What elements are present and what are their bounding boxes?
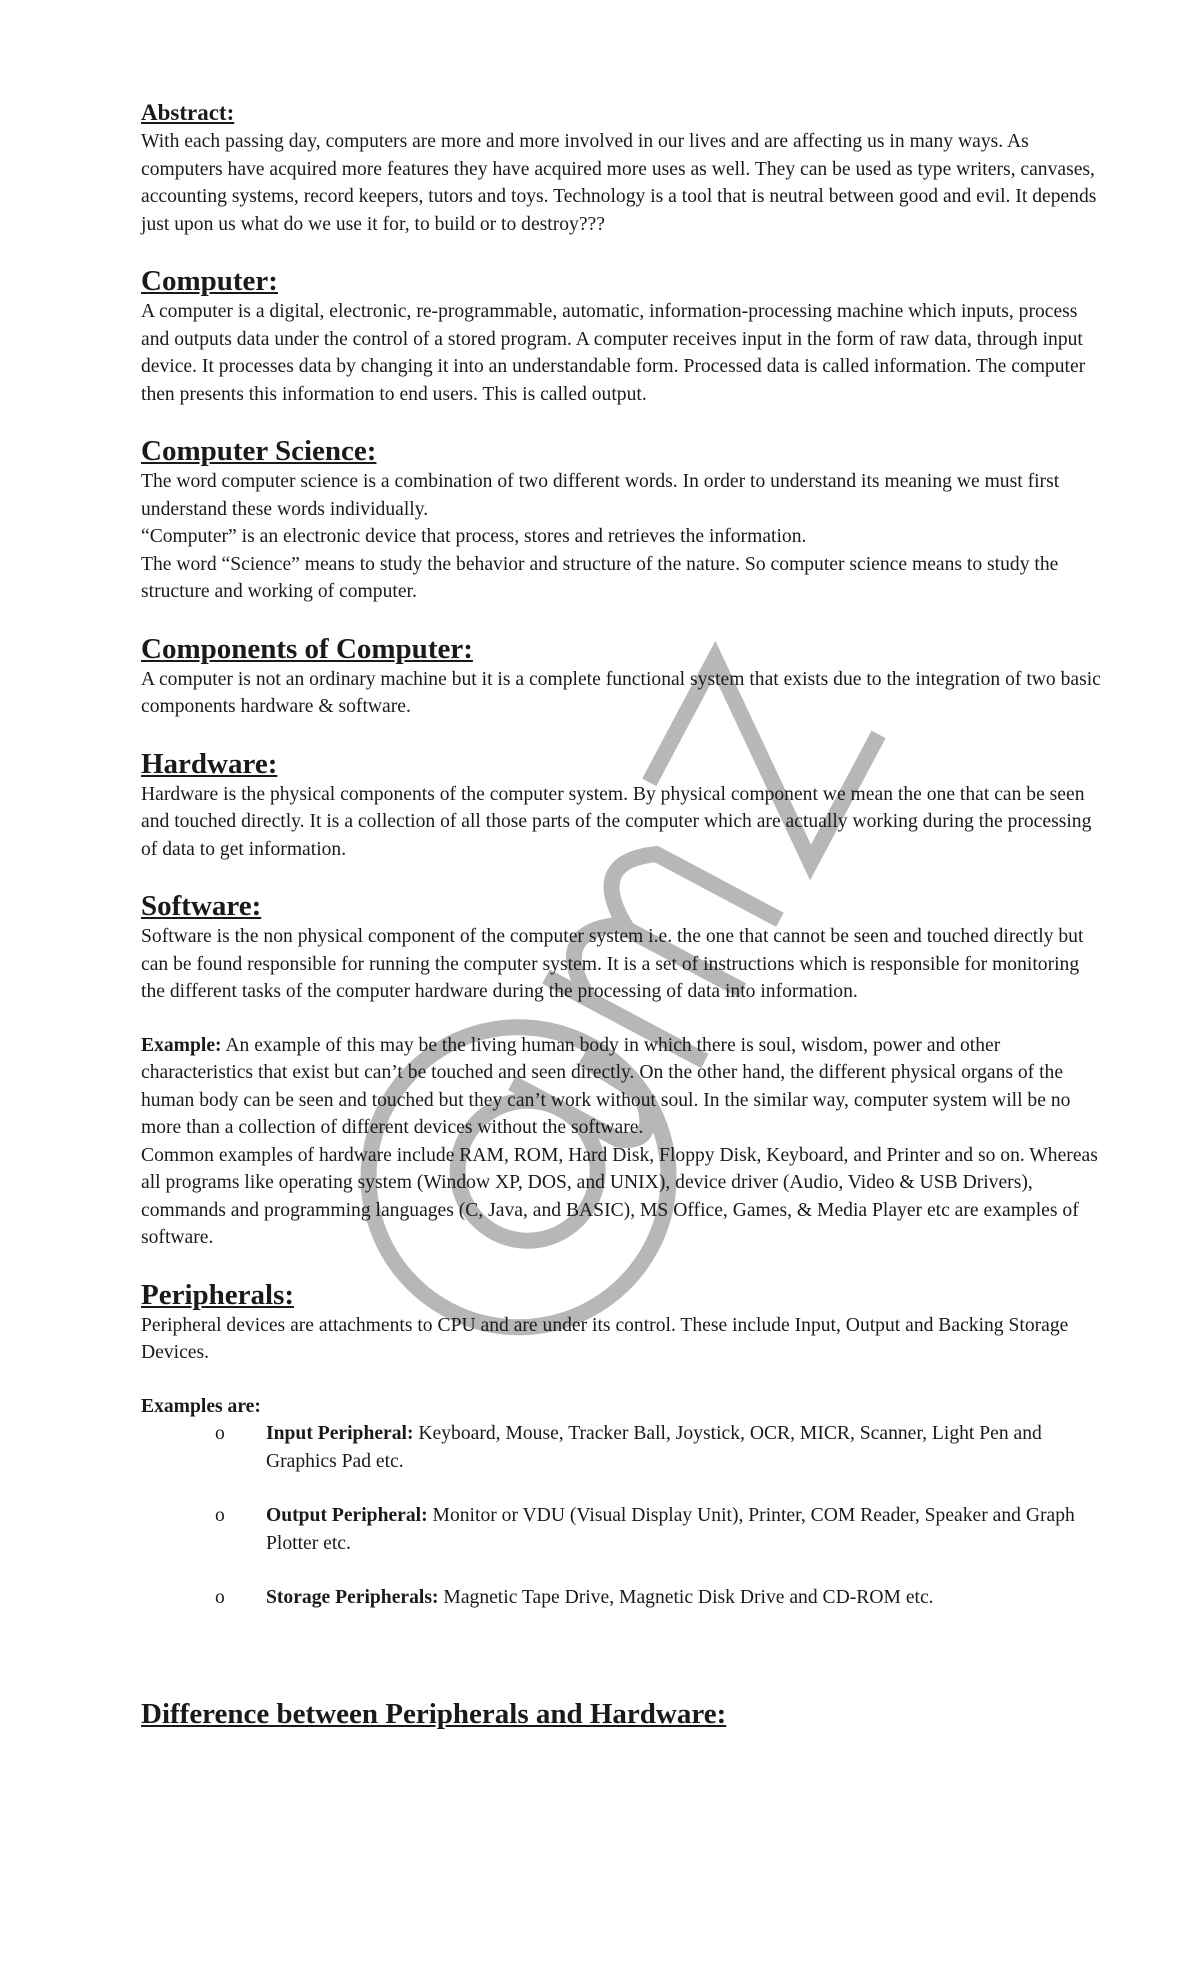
components-text: A computer is not an ordinary machine but it is a complete functional system that exists due to the integration of two basic components hardware & software.: [141, 668, 1101, 717]
components-heading: Components of Computer:: [141, 632, 473, 665]
bullet-icon: o: [215, 1423, 225, 1444]
document-body: [141, 98, 1101, 1731]
hardware-text: Hardware is the physical components of the computer system. By physical component we mean the one that can be seen and touched directly. It is a collection of all those parts of the computer which are actually working during the processing of data to get information.: [141, 783, 1092, 860]
examples-label: Examples are:: [141, 1395, 261, 1417]
item-label: Storage Peripherals:: [266, 1587, 439, 1608]
peripherals-heading: Peripherals:: [141, 1278, 295, 1311]
bullet-icon: o: [215, 1505, 225, 1526]
abstract-text: With each passing day, computers are more and more involved in our lives and are affecting us in many ways. As computers have acquired more features they have acquired more uses as well. They can be used as type writers, canvases, accounting systems, record keepers, tutors and toys. Technology is a tool that is neutral between good and evil. It depends just upon us what do we use it for, to build or to destroy???: [141, 131, 1097, 235]
bullet-icon: o: [215, 1587, 225, 1608]
computer-science-paragraph-3: The word “Science” means to study the behavior and structure of the nature. So computer science means to study the structure and working of computer.: [141, 553, 1059, 602]
computer-science-heading: Computer Science:: [141, 435, 377, 467]
difference-heading: Difference between Peripherals and Hardware:: [141, 1697, 727, 1730]
computer-text: A computer is a digital, electronic, re-programmable, automatic, information-processing machine which inputs, process and outputs data under the control of a stored program. A computer receives input in the form of raw data, through input device. It processes data by changing it into an understandable form. Processed data is called information. The computer then presents this information to end users. This is called output.: [141, 301, 1086, 405]
software-text: Software is the non physical component of the computer system i.e. the one that cannot be seen and touched directly but can be found responsible for running the computer system. It is a set of instructions which is responsible for monitoring the different tasks of the computer hardware during the processing of data into information.: [141, 926, 1084, 1002]
computer-heading: Computer:: [141, 265, 278, 297]
list-item: [141, 1584, 1101, 1612]
item-label: Output Peripheral:: [266, 1505, 428, 1526]
computer-science-paragraph-1: The word computer science is a combination of two different words. In order to understand its meaning we must first understand these words individually.: [141, 471, 1060, 520]
common-examples-text: Common examples of hardware include RAM, ROM, Hard Disk, Floppy Disk, Keyboard, and Printer and so on. Whereas all programs like operating system (Window XP, DOS, and UNIX), device driver (Audio, Video & USB Drivers), commands and programming languages (C, Java, and BASIC), MS Office, Games, & Media Player etc are examples of software.: [141, 1144, 1098, 1248]
peripheral-examples-list: [141, 1420, 1101, 1612]
item-text: Keyboard, Mouse, Tracker Ball, Joystick, OCR, MICR, Scanner, Light Pen and Graphics Pad etc.: [266, 1423, 1042, 1472]
list-item: [141, 1502, 1101, 1557]
example-text: An example of this may be the living human body in which there is soul, wisdom, power and other characteristics that exist but can’t be touched and seen directly. On the other hand, the different physical organs of the human body can be seen and touched but they can’t work without soul. In the similar way, computer system will be no more than a collection of different devices without the software.: [141, 1034, 1071, 1138]
software-example: [141, 1032, 1101, 1142]
item-text: Magnetic Tape Drive, Magnetic Disk Drive and CD-ROM etc.: [438, 1587, 934, 1608]
item-label: Input Peripheral:: [266, 1423, 414, 1444]
item-text: Monitor or VDU (Visual Display Unit), Printer, COM Reader, Speaker and Graph Plotter etc.: [266, 1505, 1075, 1554]
example-label: Example:: [141, 1034, 222, 1056]
peripherals-text: Peripheral devices are attachments to CPU and are under its control. These include Input, Output and Backing Storage Devices.: [141, 1314, 1069, 1363]
abstract-heading: Abstract:: [141, 100, 235, 125]
computer-science-paragraph-2: “Computer” is an electronic device that process, stores and retrieves the information.: [141, 526, 807, 547]
hardware-heading: Hardware:: [141, 747, 278, 780]
list-item: [141, 1420, 1101, 1475]
software-heading: Software:: [141, 890, 262, 922]
